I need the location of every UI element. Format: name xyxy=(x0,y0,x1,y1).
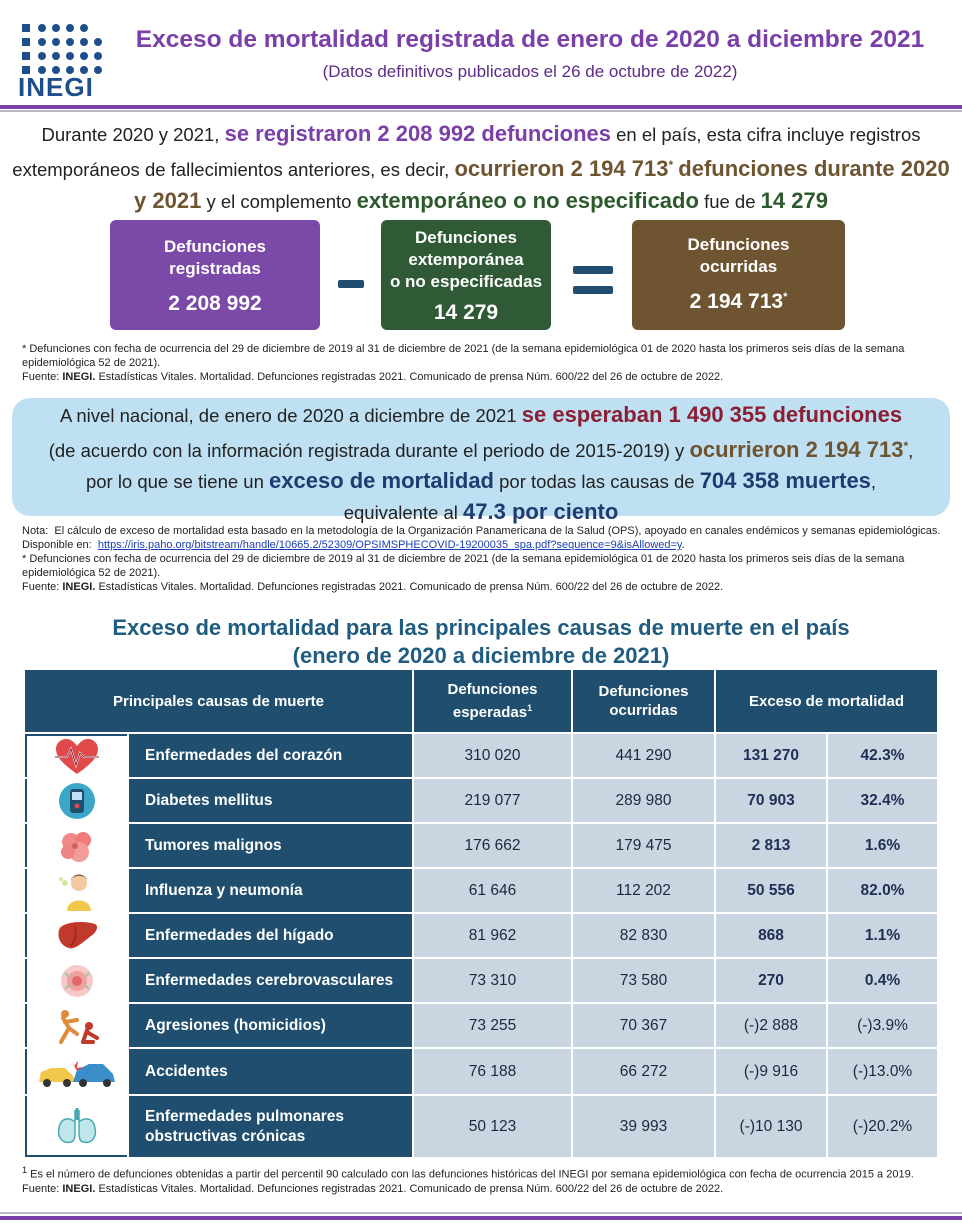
minus-sign-icon xyxy=(338,280,364,288)
panel-occurred: ocurrieron 2 194 713 xyxy=(689,437,904,463)
occurred-value: 73 580 xyxy=(573,959,714,1002)
source-label: Fuente: xyxy=(22,581,60,593)
header-divider xyxy=(0,105,962,109)
summary-occurred: ocurrieron 2 194 713 xyxy=(454,156,669,182)
row-icon-cell xyxy=(25,1004,127,1047)
expected-value: 73 310 xyxy=(414,959,571,1002)
footnote-block xyxy=(22,1163,942,1196)
header-divider-thin xyxy=(0,110,962,112)
summary-text: fue de xyxy=(704,191,756,213)
equals-sign-icon xyxy=(573,266,613,274)
box-sup: * xyxy=(783,291,788,303)
notes-block-1 xyxy=(22,342,942,384)
excess-percent: 1.6% xyxy=(828,824,937,867)
summary-sup: * xyxy=(668,158,674,172)
panel-line-1 xyxy=(12,400,950,431)
expected-value: 81 962 xyxy=(414,914,571,957)
page-subtitle: (Datos definitivos publicados el 26 de octubre de 2022) xyxy=(322,62,738,81)
source-line xyxy=(22,580,942,594)
source-org: INEGI. xyxy=(62,371,96,383)
panel-text: , xyxy=(870,471,877,493)
header-text: ocurridas xyxy=(609,702,678,719)
occurred-deaths-box xyxy=(632,220,845,330)
panel-excess-label: exceso de mortalidad xyxy=(269,468,494,494)
excess-percent: (-)20.2% xyxy=(828,1096,937,1157)
expected-value: 219 077 xyxy=(414,779,571,822)
row-icon-cell xyxy=(25,869,127,912)
panel-text: , xyxy=(908,440,914,462)
table-row xyxy=(25,779,937,822)
registered-deaths-box xyxy=(110,220,320,330)
panel-text: (de acuerdo con la información registrada durante el periodo de 2015-2019) y xyxy=(48,440,685,462)
panel-line-2 xyxy=(12,431,950,466)
source-text: Estadísticas Vitales. Mortalidad. Defunciones registradas 2021. Comunicado de prensa Núm. 600/22 del 26 de octubre de 2022. xyxy=(98,581,724,593)
excess-percent: 32.4% xyxy=(828,779,937,822)
excess-percent: 42.3% xyxy=(828,734,937,777)
excess-percent: 82.0% xyxy=(828,869,937,912)
nota-text: El cálculo de exceso de mortalidad esta basado en la metodología de la Organización Panamericana de la Salud (OPS), apoyado en canales endémicos y semanas epidemiológicas. Disponible en: xyxy=(22,525,941,551)
header-occurred xyxy=(573,670,714,732)
source-line xyxy=(22,370,942,384)
excess-percent: (-)3.9% xyxy=(828,1004,937,1047)
summary-registered: se registraron 2 208 992 defunciones xyxy=(224,121,611,146)
excess-percent: 0.4% xyxy=(828,959,937,1002)
panel-sup: * xyxy=(903,439,909,453)
occurred-value: 112 202 xyxy=(573,869,714,912)
table-title-line: (enero de 2020 a diciembre de 2021) xyxy=(292,643,670,668)
expected-value: 310 020 xyxy=(414,734,571,777)
expected-value: 50 123 xyxy=(414,1096,571,1157)
box-label: o no especificadas xyxy=(389,272,543,291)
expected-value: 61 646 xyxy=(414,869,571,912)
table-header xyxy=(25,670,937,732)
cause-name: Influenza y neumonía xyxy=(129,869,412,912)
excess-value: 50 556 xyxy=(716,869,826,912)
occurred-value: 441 290 xyxy=(573,734,714,777)
cause-name: Enfermedades del corazón xyxy=(129,734,412,777)
footnote-text: * Defunciones con fecha de ocurrencia del 29 de diciembre de 2019 al 31 de diciembre de 2021 (de la semana epidemiológica 01 de 2020 hasta los primeros seis días de la semana epidemiológica 52 de 2021). xyxy=(22,343,905,369)
source-text: Estadísticas Vitales. Mortalidad. Defunciones registradas 2021. Comunicado de prensa Núm. 600/22 del 26 de octubre de 2022. xyxy=(98,1182,724,1195)
source-org: INEGI. xyxy=(62,581,96,593)
panel-text: por lo que se tiene un xyxy=(85,471,264,493)
extemporaneous-deaths-box xyxy=(381,220,551,330)
table-row xyxy=(25,824,937,867)
cause-name: Accidentes xyxy=(129,1049,412,1094)
footnote-text: * Defunciones con fecha de ocurrencia del 29 de diciembre de 2019 al 31 de diciembre de 2021 (de la semana epidemiológica 01 de 2020 hasta los primeros seis días de la semana epidemiológica 52 de 2021). xyxy=(22,553,905,579)
box-label: Defunciones xyxy=(687,235,790,254)
occurred-value: 66 272 xyxy=(573,1049,714,1094)
row-icon-cell xyxy=(25,824,127,867)
source-label: Fuente: xyxy=(22,371,60,383)
row-icon-cell xyxy=(25,1049,127,1094)
occurred-value: 70 367 xyxy=(573,1004,714,1047)
assault-icon xyxy=(53,1006,101,1046)
excess-value: 131 270 xyxy=(716,734,826,777)
excess-value: 868 xyxy=(716,914,826,957)
source-text: Estadísticas Vitales. Mortalidad. Defunciones registradas 2021. Comunicado de prensa Núm. 600/22 del 26 de octubre de 2022. xyxy=(98,371,724,383)
source-line xyxy=(22,1182,942,1196)
cause-name: Enfermedades cerebrovasculares xyxy=(129,959,412,1002)
panel-expected: se esperaban 1 490 355 defunciones xyxy=(521,402,903,427)
row-icon-cell xyxy=(25,914,127,957)
footer-divider-thin xyxy=(0,1212,962,1214)
excess-summary-panel xyxy=(12,398,950,525)
occurred-value: 179 475 xyxy=(573,824,714,867)
excess-value: (-)10 130 xyxy=(716,1096,826,1157)
box-label: Defunciones xyxy=(163,237,267,256)
panel-text: equivalente al xyxy=(343,502,458,524)
cause-name: Diabetes mellitus xyxy=(129,779,412,822)
box-value: 2 208 992 xyxy=(168,292,262,315)
box-label: extemporánea xyxy=(408,250,524,269)
header xyxy=(0,0,962,108)
box-value-number: 2 194 713 xyxy=(689,290,784,313)
header-expected xyxy=(414,670,571,732)
tumor-icon xyxy=(53,826,101,866)
excess-value: 2 813 xyxy=(716,824,826,867)
row-icon-cell xyxy=(25,1096,127,1157)
footnote-text: Es el número de defunciones obtenidas a partir del percentil 90 calculado con las defunciones históricas del INEGI por semana epidemiológica con fecha de ocurrencia 2015 a 2019. xyxy=(30,1168,914,1181)
box-label: Defunciones xyxy=(414,228,518,247)
cause-name xyxy=(129,1096,412,1157)
panel-text: A nivel nacional, de enero de 2020 a diciembre de 2021 xyxy=(59,405,517,426)
cause-name: Enfermedades del hígado xyxy=(129,914,412,957)
excess-percent: (-)13.0% xyxy=(828,1049,937,1094)
summary-text: en el país, esta cifra incluye registros extemporáneos de fallecimientos anteriores, es decir, xyxy=(12,124,921,181)
cause-name: Tumores malignos xyxy=(129,824,412,867)
table-title xyxy=(20,614,942,670)
box-label: registradas xyxy=(169,259,261,278)
summary-extemporaneous: extemporáneo o no especificado xyxy=(356,188,699,214)
header-sup: 1 xyxy=(527,703,533,713)
nota-label: Nota: xyxy=(22,525,49,537)
cause-name: Agresiones (homicidios) xyxy=(129,1004,412,1047)
notes-block-2 xyxy=(22,524,942,594)
nota-line xyxy=(22,524,942,552)
occurred-value: 39 993 xyxy=(573,1096,714,1157)
heart-icon xyxy=(53,737,101,777)
nota-text: . xyxy=(681,539,685,551)
equals-sign-icon xyxy=(573,286,613,294)
expected-value: 73 255 xyxy=(414,1004,571,1047)
excess-value: 70 903 xyxy=(716,779,826,822)
summary-occurred-text: defunciones durante 2020 y 2021 xyxy=(134,156,950,214)
occurred-value: 289 980 xyxy=(573,779,714,822)
table-row xyxy=(25,1096,937,1157)
page-title: Exceso de mortalidad registrada de enero de 2020 a diciembre 2021 xyxy=(135,26,925,53)
box-label: ocurridas xyxy=(699,257,778,276)
row-icon-cell xyxy=(25,779,127,822)
footer-divider xyxy=(0,1216,962,1220)
expected-value: 176 662 xyxy=(414,824,571,867)
table-row xyxy=(25,959,937,1002)
row-icon-cell xyxy=(25,959,127,1002)
table-title-line: Exceso de mortalidad para las principales causas de muerte en el país xyxy=(112,615,850,640)
liver-icon xyxy=(53,916,101,956)
excess-value: 270 xyxy=(716,959,826,1002)
lungs-icon xyxy=(53,1106,101,1146)
excess-value: (-)2 888 xyxy=(716,1004,826,1047)
source-org: INEGI. xyxy=(62,1182,96,1195)
row-icon-cell xyxy=(25,734,127,777)
summary-text: y el complemento xyxy=(206,191,352,213)
box-value xyxy=(632,290,845,314)
source-label: Fuente: xyxy=(22,1182,60,1195)
excess-percent: 1.1% xyxy=(828,914,937,957)
table-row xyxy=(25,1004,937,1047)
table-row xyxy=(25,734,937,777)
panel-line-3 xyxy=(12,466,950,497)
header-text: Defunciones xyxy=(447,681,538,698)
sick-person-icon xyxy=(53,871,101,911)
header-text: esperadas xyxy=(452,704,528,721)
cause-name-line: obstructivas crónicas xyxy=(145,1127,306,1145)
table-row xyxy=(25,914,937,957)
footnote-sup: 1 xyxy=(22,1165,28,1175)
expected-value: 76 188 xyxy=(414,1049,571,1094)
brain-icon xyxy=(53,961,101,1001)
table-row xyxy=(25,1049,937,1094)
panel-excess-value: 704 358 muertes xyxy=(699,468,871,494)
excess-value: (-)9 916 xyxy=(716,1049,826,1094)
header-causes: Principales causas de muerte xyxy=(25,670,412,732)
glucometer-icon xyxy=(53,781,101,821)
summary-paragraph xyxy=(10,118,952,217)
occurred-value: 82 830 xyxy=(573,914,714,957)
logo-text: INEGI xyxy=(18,72,94,102)
cause-name-line: Enfermedades pulmonares xyxy=(145,1107,344,1125)
methodology-link[interactable]: https://iris.paho.org/bitstream/handle/10665.2/52309/OPSIMSPHECOVID-19200035_spa.pdf?sequence=9&isAllowed=y xyxy=(97,539,682,551)
footnote-line xyxy=(22,1163,942,1182)
header-excess: Exceso de mortalidad xyxy=(716,670,937,732)
box-value: 14 279 xyxy=(433,301,499,324)
panel-percent: 47.3 por ciento xyxy=(463,499,619,525)
table-row xyxy=(25,869,937,912)
summary-text: Durante 2020 y 2021, xyxy=(41,124,220,145)
summary-extemporaneous-value: 14 279 xyxy=(760,188,828,214)
header-text: Defunciones xyxy=(598,683,689,700)
car-crash-icon xyxy=(37,1052,117,1092)
panel-text: por todas las causas de xyxy=(499,471,695,493)
